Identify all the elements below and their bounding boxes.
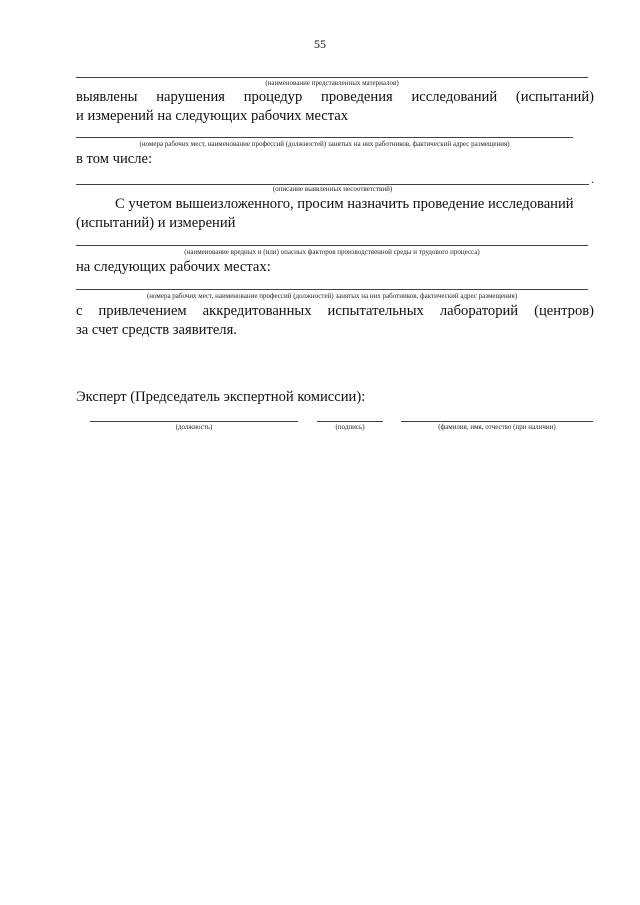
factors-line [76, 245, 588, 246]
workplaces-line-2 [76, 289, 588, 290]
violations-caption: (описание выявленных несоответствий) [272, 185, 393, 193]
request-paragraph-line2: (испытаний) и измерений [76, 215, 236, 231]
request-paragraph-line1: С учетом вышеизложенного, просим назначить проведение исследований [115, 196, 574, 212]
violations-paragraph-line1: выявлены нарушения процедур проведения исследований (испытаний) [76, 89, 594, 105]
accredited-labs-line2: за счет средств заявителя. [76, 322, 237, 338]
workplaces-line-1 [76, 137, 573, 138]
materials-line [76, 77, 588, 78]
workplaces-caption-2: (номера рабочих мест, наименование профессий (должностей) занятых на них работников, фактический адрес размещения) [146, 292, 518, 300]
position-caption: (должность) [175, 423, 213, 431]
workplaces-caption-1: (номера рабочих мест, наименование профессий (должностей) занятых на них работников, фактический адрес размещения) [139, 140, 510, 148]
accredited-labs-line1: с привлечением аккредитованных испытательных лабораторий (центров) [76, 303, 594, 319]
signature-line [317, 421, 383, 422]
including-label: в том числе: [76, 151, 153, 167]
materials-caption: (наименование представленных материалов) [265, 79, 399, 87]
name-line [401, 421, 593, 422]
position-line [90, 421, 298, 422]
violations-paragraph-line2: и измерений на следующих рабочих местах [76, 108, 349, 124]
line-end-dot: . [591, 172, 594, 186]
workplaces-label: на следующих рабочих местах: [76, 259, 271, 275]
signature-caption: (подпись) [335, 423, 365, 431]
expert-label: Эксперт (Председатель экспертной комиссии): [76, 389, 366, 405]
name-caption: (фамилия, имя, отчество (при наличии) [438, 423, 556, 431]
page-number: 55 [314, 37, 326, 51]
factors-caption: (наименование вредных и (или) опасных факторов производственной среды и трудового процесса) [184, 248, 480, 256]
